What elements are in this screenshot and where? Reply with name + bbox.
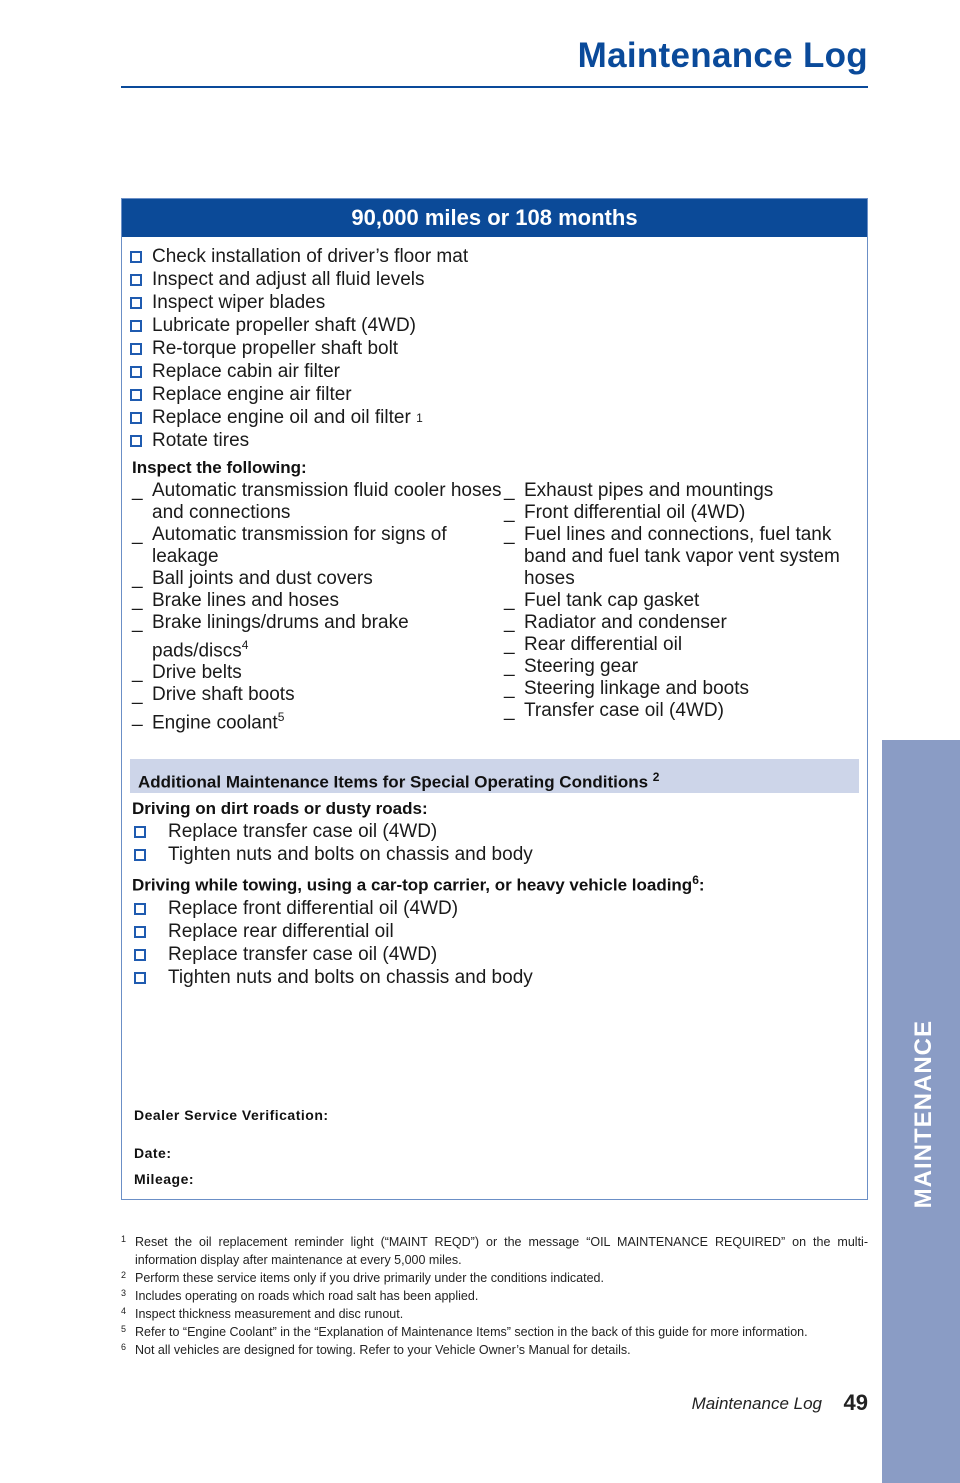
- mileage-label: Mileage:: [134, 1171, 195, 1187]
- checkbox[interactable]: [134, 849, 146, 861]
- footnote: 3 Includes operating on roads which road salt has been applied.: [121, 1288, 479, 1303]
- condition-item: Tighten nuts and bolts on chassis and body: [134, 844, 867, 867]
- footnote-ref: 6: [692, 872, 699, 887]
- task-item: Inspect wiper blades: [130, 291, 867, 314]
- condition-title: Driving while towing, using a car-top carrier, or heavy vehicle loading$^6$:: [132, 872, 705, 895]
- checkbox[interactable]: [134, 972, 146, 984]
- inspect-item: _ Engine coolant$^5$: [132, 706, 504, 734]
- task-item: Re-torque propeller shaft bolt: [130, 337, 867, 360]
- maintenance-box: [121, 198, 868, 1200]
- task-item: Replace engine oil and oil filter 1: [130, 406, 867, 429]
- condition-title: Driving on dirt roads or dusty roads:: [132, 798, 428, 818]
- inspect-list-left: [132, 480, 504, 735]
- inspect-item: _ Front differential oil (4WD): [504, 502, 864, 524]
- checkbox[interactable]: [130, 274, 142, 286]
- inspect-label: Inspect the following:: [132, 458, 307, 477]
- condition-item: Replace front differential oil (4WD): [134, 897, 867, 920]
- checkbox[interactable]: [130, 366, 142, 378]
- task-item: Inspect and adjust all fluid levels: [130, 268, 867, 291]
- inspect-item: _ Rear differential oil: [504, 634, 864, 656]
- checkbox[interactable]: [130, 251, 142, 263]
- condition-item: Replace transfer case oil (4WD): [134, 821, 867, 844]
- dealer-verification-label: Dealer Service Verification:: [134, 1107, 329, 1123]
- section-side-tab: [882, 740, 960, 1483]
- inspect-item: _ Fuel lines and connections, fuel tank band and fuel tank vapor vent system hoses: [504, 524, 864, 590]
- additional-items-heading: Additional Maintenance Items for Special Operating Conditions $^2$: [130, 759, 859, 793]
- checkbox[interactable]: [130, 297, 142, 309]
- footnote-ref: 1: [416, 410, 423, 425]
- checkbox[interactable]: [134, 826, 146, 838]
- footnote: 4 Inspect thickness measurement and disc runout.: [121, 1306, 404, 1321]
- inspect-item: _ Ball joints and dust covers: [132, 568, 504, 590]
- task-item: Replace cabin air filter: [130, 360, 867, 383]
- footnote: 5 Refer to “Engine Coolant” in the “Explanation of Maintenance Items” section in the back of this guide for more information.: [121, 1324, 808, 1339]
- footer-section-label: Maintenance Log: [691, 1394, 822, 1413]
- condition-list: [122, 821, 867, 867]
- interval-heading: 90,000 miles or 108 months: [122, 199, 867, 237]
- checkbox[interactable]: [134, 903, 146, 915]
- task-item: Lubricate propeller shaft (4WD): [130, 314, 867, 337]
- inspect-item: _ Brake lines and hoses: [132, 590, 504, 612]
- checkbox[interactable]: [134, 949, 146, 961]
- date-label: Date:: [134, 1145, 172, 1161]
- inspect-item: _ Steering linkage and boots: [504, 678, 864, 700]
- footnote-ref: 2: [652, 769, 660, 784]
- checkbox[interactable]: [130, 389, 142, 401]
- condition-list: [122, 897, 867, 989]
- inspect-item: _ Fuel tank cap gasket: [504, 590, 864, 612]
- condition-item: Replace transfer case oil (4WD): [134, 943, 867, 966]
- task-item: Replace engine air filter: [130, 383, 867, 406]
- inspect-item: _ Brake linings/drums and brake pads/discs$^4$: [132, 612, 504, 662]
- checkbox[interactable]: [130, 320, 142, 332]
- inspect-item: _ Exhaust pipes and mountings: [504, 480, 864, 502]
- condition-item: Tighten nuts and bolts on chassis and body: [134, 966, 867, 989]
- inspect-columns: [122, 480, 867, 735]
- title-divider: [121, 86, 868, 88]
- checkbox[interactable]: [130, 412, 142, 424]
- page-number: 49: [843, 1390, 868, 1415]
- checkbox[interactable]: [134, 926, 146, 938]
- footnote: 2 Perform these service items only if you drive primarily under the conditions indicated.: [121, 1270, 604, 1285]
- inspect-item: _ Drive shaft boots: [132, 684, 504, 706]
- inspect-item: _ Transfer case oil (4WD): [504, 700, 864, 722]
- task-item: Rotate tires: [130, 429, 867, 452]
- footnotes: [121, 1233, 868, 1359]
- footnote: 6 Not all vehicles are designed for towing. Refer to your Vehicle Owner’s Manual for details.: [121, 1342, 631, 1357]
- task-item: Check installation of driver’s floor mat: [130, 245, 867, 268]
- inspect-item: _ Steering gear: [504, 656, 864, 678]
- condition-item: Replace rear differential oil: [134, 920, 867, 943]
- side-tab-label: MAINTENANCE: [910, 1020, 937, 1209]
- inspect-list-right: [504, 480, 864, 722]
- checkbox[interactable]: [130, 435, 142, 447]
- checkbox[interactable]: [130, 343, 142, 355]
- footnote: 1 Reset the oil replacement reminder light (“MAINT REQD”) or the message “OIL MAINTENANCE REQUIRED” on the multi-information display after maintenance at every 5,000 miles.: [121, 1234, 868, 1267]
- footnote-ref: 4: [241, 638, 249, 652]
- task-checklist: [122, 245, 867, 452]
- footnote-ref: 5: [277, 710, 285, 725]
- inspect-item: _ Radiator and condenser: [504, 612, 864, 634]
- inspect-item: _ Automatic transmission fluid cooler hoses and connections: [132, 480, 504, 524]
- inspect-item: _ Drive belts: [132, 662, 504, 684]
- page-title: Maintenance Log: [577, 36, 868, 75]
- inspect-item: _ Automatic transmission for signs of leakage: [132, 524, 504, 568]
